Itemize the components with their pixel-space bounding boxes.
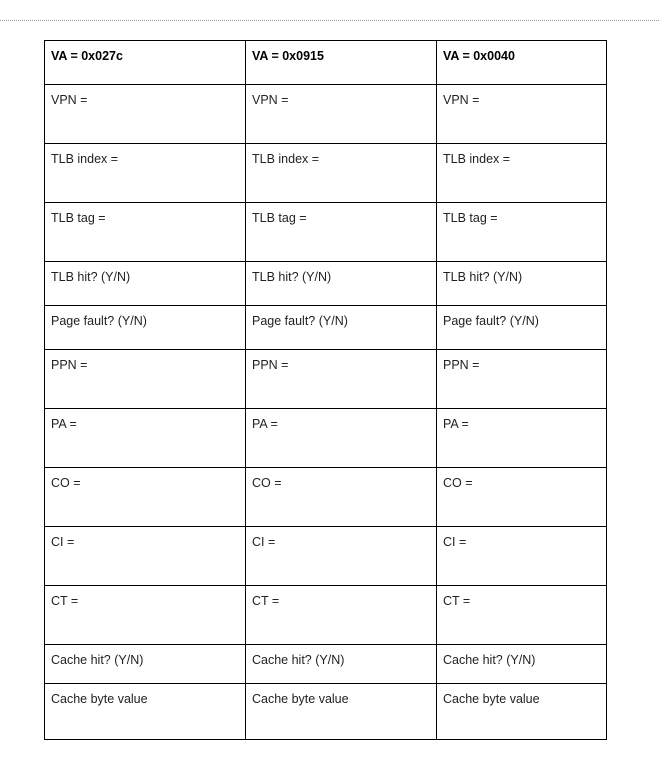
cell-ct-1[interactable]: CT = (45, 586, 246, 645)
cell-tlb-hit-3[interactable]: TLB hit? (Y/N) (437, 262, 607, 306)
row-cache-hit (45, 645, 607, 684)
cell-cache-byte-3[interactable]: Cache byte value (437, 684, 607, 740)
cell-cache-hit-3[interactable]: Cache hit? (Y/N) (437, 645, 607, 684)
cell-vpn-2[interactable]: VPN = (246, 85, 437, 144)
cell-vpn-1[interactable]: VPN = (45, 85, 246, 144)
row-page-fault (45, 306, 607, 350)
row-tlb-hit (45, 262, 607, 306)
cell-cache-byte-1[interactable]: Cache byte value (45, 684, 246, 740)
cell-ppn-3[interactable]: PPN = (437, 350, 607, 409)
cell-cache-hit-2[interactable]: Cache hit? (Y/N) (246, 645, 437, 684)
cell-ppn-1[interactable]: PPN = (45, 350, 246, 409)
row-ct (45, 586, 607, 645)
cell-ci-2[interactable]: CI = (246, 527, 437, 586)
cell-co-3[interactable]: CO = (437, 468, 607, 527)
cell-tlb-index-3[interactable]: TLB index = (437, 144, 607, 203)
cell-ci-3[interactable]: CI = (437, 527, 607, 586)
cell-tlb-tag-1[interactable]: TLB tag = (45, 203, 246, 262)
cell-ppn-2[interactable]: PPN = (246, 350, 437, 409)
address-translation-table (44, 40, 607, 740)
page-top-edge (0, 20, 659, 21)
cell-ct-3[interactable]: CT = (437, 586, 607, 645)
cell-co-1[interactable]: CO = (45, 468, 246, 527)
row-co (45, 468, 607, 527)
cell-tlb-index-1[interactable]: TLB index = (45, 144, 246, 203)
cell-co-2[interactable]: CO = (246, 468, 437, 527)
cell-tlb-hit-1[interactable]: TLB hit? (Y/N) (45, 262, 246, 306)
cell-page-fault-2[interactable]: Page fault? (Y/N) (246, 306, 437, 350)
cell-tlb-tag-3[interactable]: TLB tag = (437, 203, 607, 262)
cell-tlb-index-2[interactable]: TLB index = (246, 144, 437, 203)
cell-pa-1[interactable]: PA = (45, 409, 246, 468)
cell-vpn-3[interactable]: VPN = (437, 85, 607, 144)
header-row (45, 41, 607, 85)
row-cache-byte-value (45, 684, 607, 740)
row-ppn (45, 350, 607, 409)
cell-ci-1[interactable]: CI = (45, 527, 246, 586)
va-header-2[interactable]: VA = 0x0915 (246, 41, 437, 85)
cell-page-fault-1[interactable]: Page fault? (Y/N) (45, 306, 246, 350)
cell-page-fault-3[interactable]: Page fault? (Y/N) (437, 306, 607, 350)
row-vpn (45, 85, 607, 144)
row-tlb-tag (45, 203, 607, 262)
va-header-1[interactable]: VA = 0x027c (45, 41, 246, 85)
cell-tlb-hit-2[interactable]: TLB hit? (Y/N) (246, 262, 437, 306)
row-ci (45, 527, 607, 586)
cell-pa-3[interactable]: PA = (437, 409, 607, 468)
cell-pa-2[interactable]: PA = (246, 409, 437, 468)
cell-tlb-tag-2[interactable]: TLB tag = (246, 203, 437, 262)
va-header-3[interactable]: VA = 0x0040 (437, 41, 607, 85)
cell-ct-2[interactable]: CT = (246, 586, 437, 645)
row-tlb-index (45, 144, 607, 203)
row-pa (45, 409, 607, 468)
cell-cache-byte-2[interactable]: Cache byte value (246, 684, 437, 740)
cell-cache-hit-1[interactable]: Cache hit? (Y/N) (45, 645, 246, 684)
